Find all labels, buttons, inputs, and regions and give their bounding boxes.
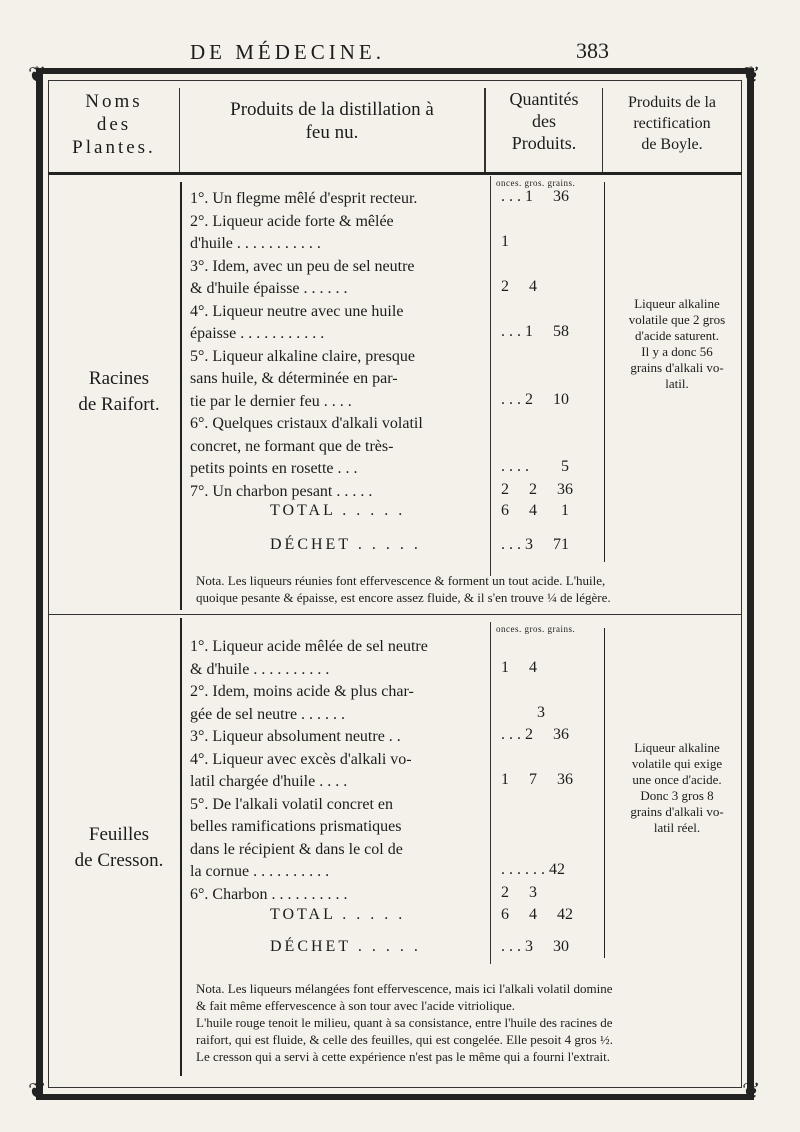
- header-line: des: [96, 114, 132, 135]
- product-row-text: 4°. Liqueur neutre avec une huile: [190, 302, 404, 320]
- dechet-label: DÉCHET . . . . .: [270, 938, 421, 955]
- section2-brace: [180, 618, 182, 1076]
- product-row-qty: 1: [493, 233, 509, 250]
- total-label: TOTAL . . . . .: [270, 906, 406, 923]
- section1-brace: [180, 182, 182, 610]
- nota-line: & fait même effervescence à son tour avec l'acide vitriolique.: [196, 998, 516, 1013]
- header-line: Produits.: [511, 133, 577, 153]
- product-row-qty: 1 7 36: [493, 771, 573, 788]
- page-number: 383: [576, 38, 609, 63]
- note-line: volatile que 2 gros: [628, 312, 726, 327]
- corner-ornament-icon: ❦: [28, 62, 47, 87]
- header-line: de Boyle.: [641, 136, 703, 153]
- qty-column-rule: [490, 176, 491, 576]
- section-divider: [48, 614, 742, 615]
- qty-column-rule: [490, 622, 491, 964]
- qty-units: onces. gros. grains.: [496, 624, 576, 634]
- plant-name-cresson: [60, 822, 178, 874]
- product-row-qty: 3: [493, 703, 545, 721]
- product-row-text: dans le récipient & dans le col de: [190, 840, 403, 858]
- section2-right-brace: [604, 628, 605, 958]
- product-row-text: belles ramifications prismatiques: [190, 818, 402, 835]
- product-row-text: concret, ne formant que de très-: [190, 437, 394, 455]
- product-row-text: 3°. Liqueur absolument neutre . .: [190, 728, 401, 745]
- section1-right-brace: [604, 182, 605, 562]
- note-line: une once d'acide.: [632, 772, 722, 787]
- nota-cresson: [196, 980, 746, 1065]
- plant-name-line: de Cresson.: [74, 850, 164, 871]
- product-row-text: 6°. Quelques cristaux d'alkali volatil: [190, 415, 423, 432]
- header-line: Produits de la distillation à: [230, 99, 434, 120]
- plant-name-line: Racines: [88, 368, 150, 389]
- header-quantities: [485, 88, 603, 174]
- note-line: volatile qui exige: [631, 756, 723, 771]
- product-row-qty: . . . 1 58: [493, 323, 569, 340]
- product-row-text: 1°. Un flegme mêlé d'esprit recteur.: [190, 190, 418, 207]
- product-row-text: & d'huile épaisse . . . . . .: [190, 280, 348, 297]
- header-line: Plantes.: [72, 137, 156, 158]
- note-line: Donc 3 gros 8: [640, 788, 714, 803]
- product-row-qty: 2 4: [493, 278, 537, 295]
- product-row-qty: 2 3: [493, 883, 537, 901]
- header-line: Noms: [85, 91, 143, 112]
- note-line: d'acide saturent.: [635, 328, 719, 343]
- product-row-text: 3°. Idem, avec un peu de sel neutre: [190, 257, 415, 275]
- product-row-text: épaisse . . . . . . . . . . .: [190, 325, 325, 342]
- total-qty: 6 4 42: [493, 906, 573, 923]
- note-line: Liqueur alkaline: [634, 740, 720, 755]
- product-row-qty: 1 4: [493, 658, 537, 676]
- header-distillation-products: [180, 88, 485, 174]
- corner-ornament-icon: ❦: [742, 62, 761, 87]
- product-row-text: gée de sel neutre . . . . . .: [190, 705, 346, 723]
- product-row-qty: . . . 2 36: [493, 726, 569, 743]
- running-head: DE MÉDECINE.: [190, 40, 385, 64]
- total-qty: 6 4 1: [493, 502, 569, 519]
- header-line: rectification: [633, 115, 711, 132]
- product-row-text: 4°. Liqueur avec excès d'alkali vo-: [190, 750, 412, 768]
- product-row-text: 7°. Un charbon pesant . . . . .: [190, 482, 373, 500]
- note-line: Il y a donc 56: [641, 344, 713, 359]
- note-line: latil.: [665, 376, 689, 391]
- nota-line: L'huile rouge tenoit le milieu, quant à sa consistance, entre l'huile des racines de: [196, 1015, 613, 1030]
- product-row-text: d'huile . . . . . . . . . . .: [190, 235, 321, 252]
- product-row-qty: 2 2 36: [493, 480, 573, 498]
- nota-line: raifort, qui est fluide, & celle des feuilles, qui est congelée. Elle pesoit 4 gros ½.: [196, 1032, 613, 1047]
- note-line: grains d'alkali vo-: [630, 804, 724, 819]
- corner-ornament-icon: ❦: [742, 1078, 761, 1103]
- boyle-note-cresson: [612, 740, 742, 836]
- header-line: Quantités: [509, 89, 579, 109]
- header-rule: [48, 172, 742, 175]
- plant-name-raifort: [60, 366, 178, 418]
- nota-line: quoique pesante & épaisse, est encore assez fluide, & il s'en trouve ¼ de légère.: [196, 590, 611, 605]
- header-line: Produits de la: [628, 94, 716, 111]
- product-row-text: la cornue . . . . . . . . . .: [190, 863, 330, 880]
- product-row-qty: . . . 1 36: [493, 188, 569, 205]
- product-row-text: sans huile, & déterminée en par-: [190, 370, 398, 387]
- header-boyle-rectification: [603, 88, 741, 174]
- nota-raifort: [196, 572, 746, 606]
- dechet-qty: . . . 3 71: [493, 536, 569, 553]
- nota-line: Nota. Les liqueurs mélangées font effervescence, mais ici l'alkali volatil domine: [196, 981, 613, 996]
- product-row-qty: . . . 2 10: [493, 390, 569, 408]
- plant-name-line: de Raifort.: [78, 394, 160, 415]
- note-line: latil réel.: [653, 820, 701, 835]
- product-row-qty: . . . . 5: [493, 458, 569, 475]
- product-row-text: 5°. Liqueur alkaline claire, presque: [190, 347, 415, 365]
- product-row-text: 1°. Liqueur acide mêlée de sel neutre: [190, 638, 428, 655]
- boyle-note-raifort: [612, 296, 742, 392]
- product-row-qty: . . . . . . 42: [493, 861, 565, 878]
- nota-line: Le cresson qui a servi à cette expérience n'est pas le même qui a fourni l'extrait.: [196, 1049, 611, 1064]
- total-label: TOTAL . . . . .: [270, 502, 406, 519]
- header-line: feu nu.: [305, 122, 359, 143]
- product-row-text: tie par le dernier feu . . . .: [190, 392, 352, 410]
- dechet-label: DÉCHET . . . . .: [270, 536, 421, 553]
- product-row-text: latil chargée d'huile . . . .: [190, 773, 348, 790]
- header-line: des: [532, 111, 556, 131]
- dechet-qty: . . . 3 30: [493, 938, 569, 955]
- note-line: grains d'alkali vo-: [630, 360, 724, 375]
- plant-name-line: Feuilles: [88, 824, 150, 845]
- note-line: Liqueur alkaline: [634, 296, 720, 311]
- product-row-text: 6°. Charbon . . . . . . . . . .: [190, 885, 348, 903]
- nota-line: Nota. Les liqueurs réunies font effervescence & forment un tout acide. L'huile,: [196, 573, 606, 588]
- header-plant-names: [49, 88, 180, 174]
- product-row-text: & d'huile . . . . . . . . . .: [190, 660, 330, 678]
- product-row-text: 5°. De l'alkali volatil concret en: [190, 795, 393, 813]
- product-row-text: 2°. Liqueur acide forte & mêlée: [190, 212, 394, 230]
- qty-units: onces. gros. grains.: [496, 178, 576, 188]
- product-row-text: 2°. Idem, moins acide & plus char-: [190, 683, 414, 700]
- corner-ornament-icon: ❦: [28, 1078, 47, 1103]
- product-row-text: petits points en rosette . . .: [190, 460, 358, 477]
